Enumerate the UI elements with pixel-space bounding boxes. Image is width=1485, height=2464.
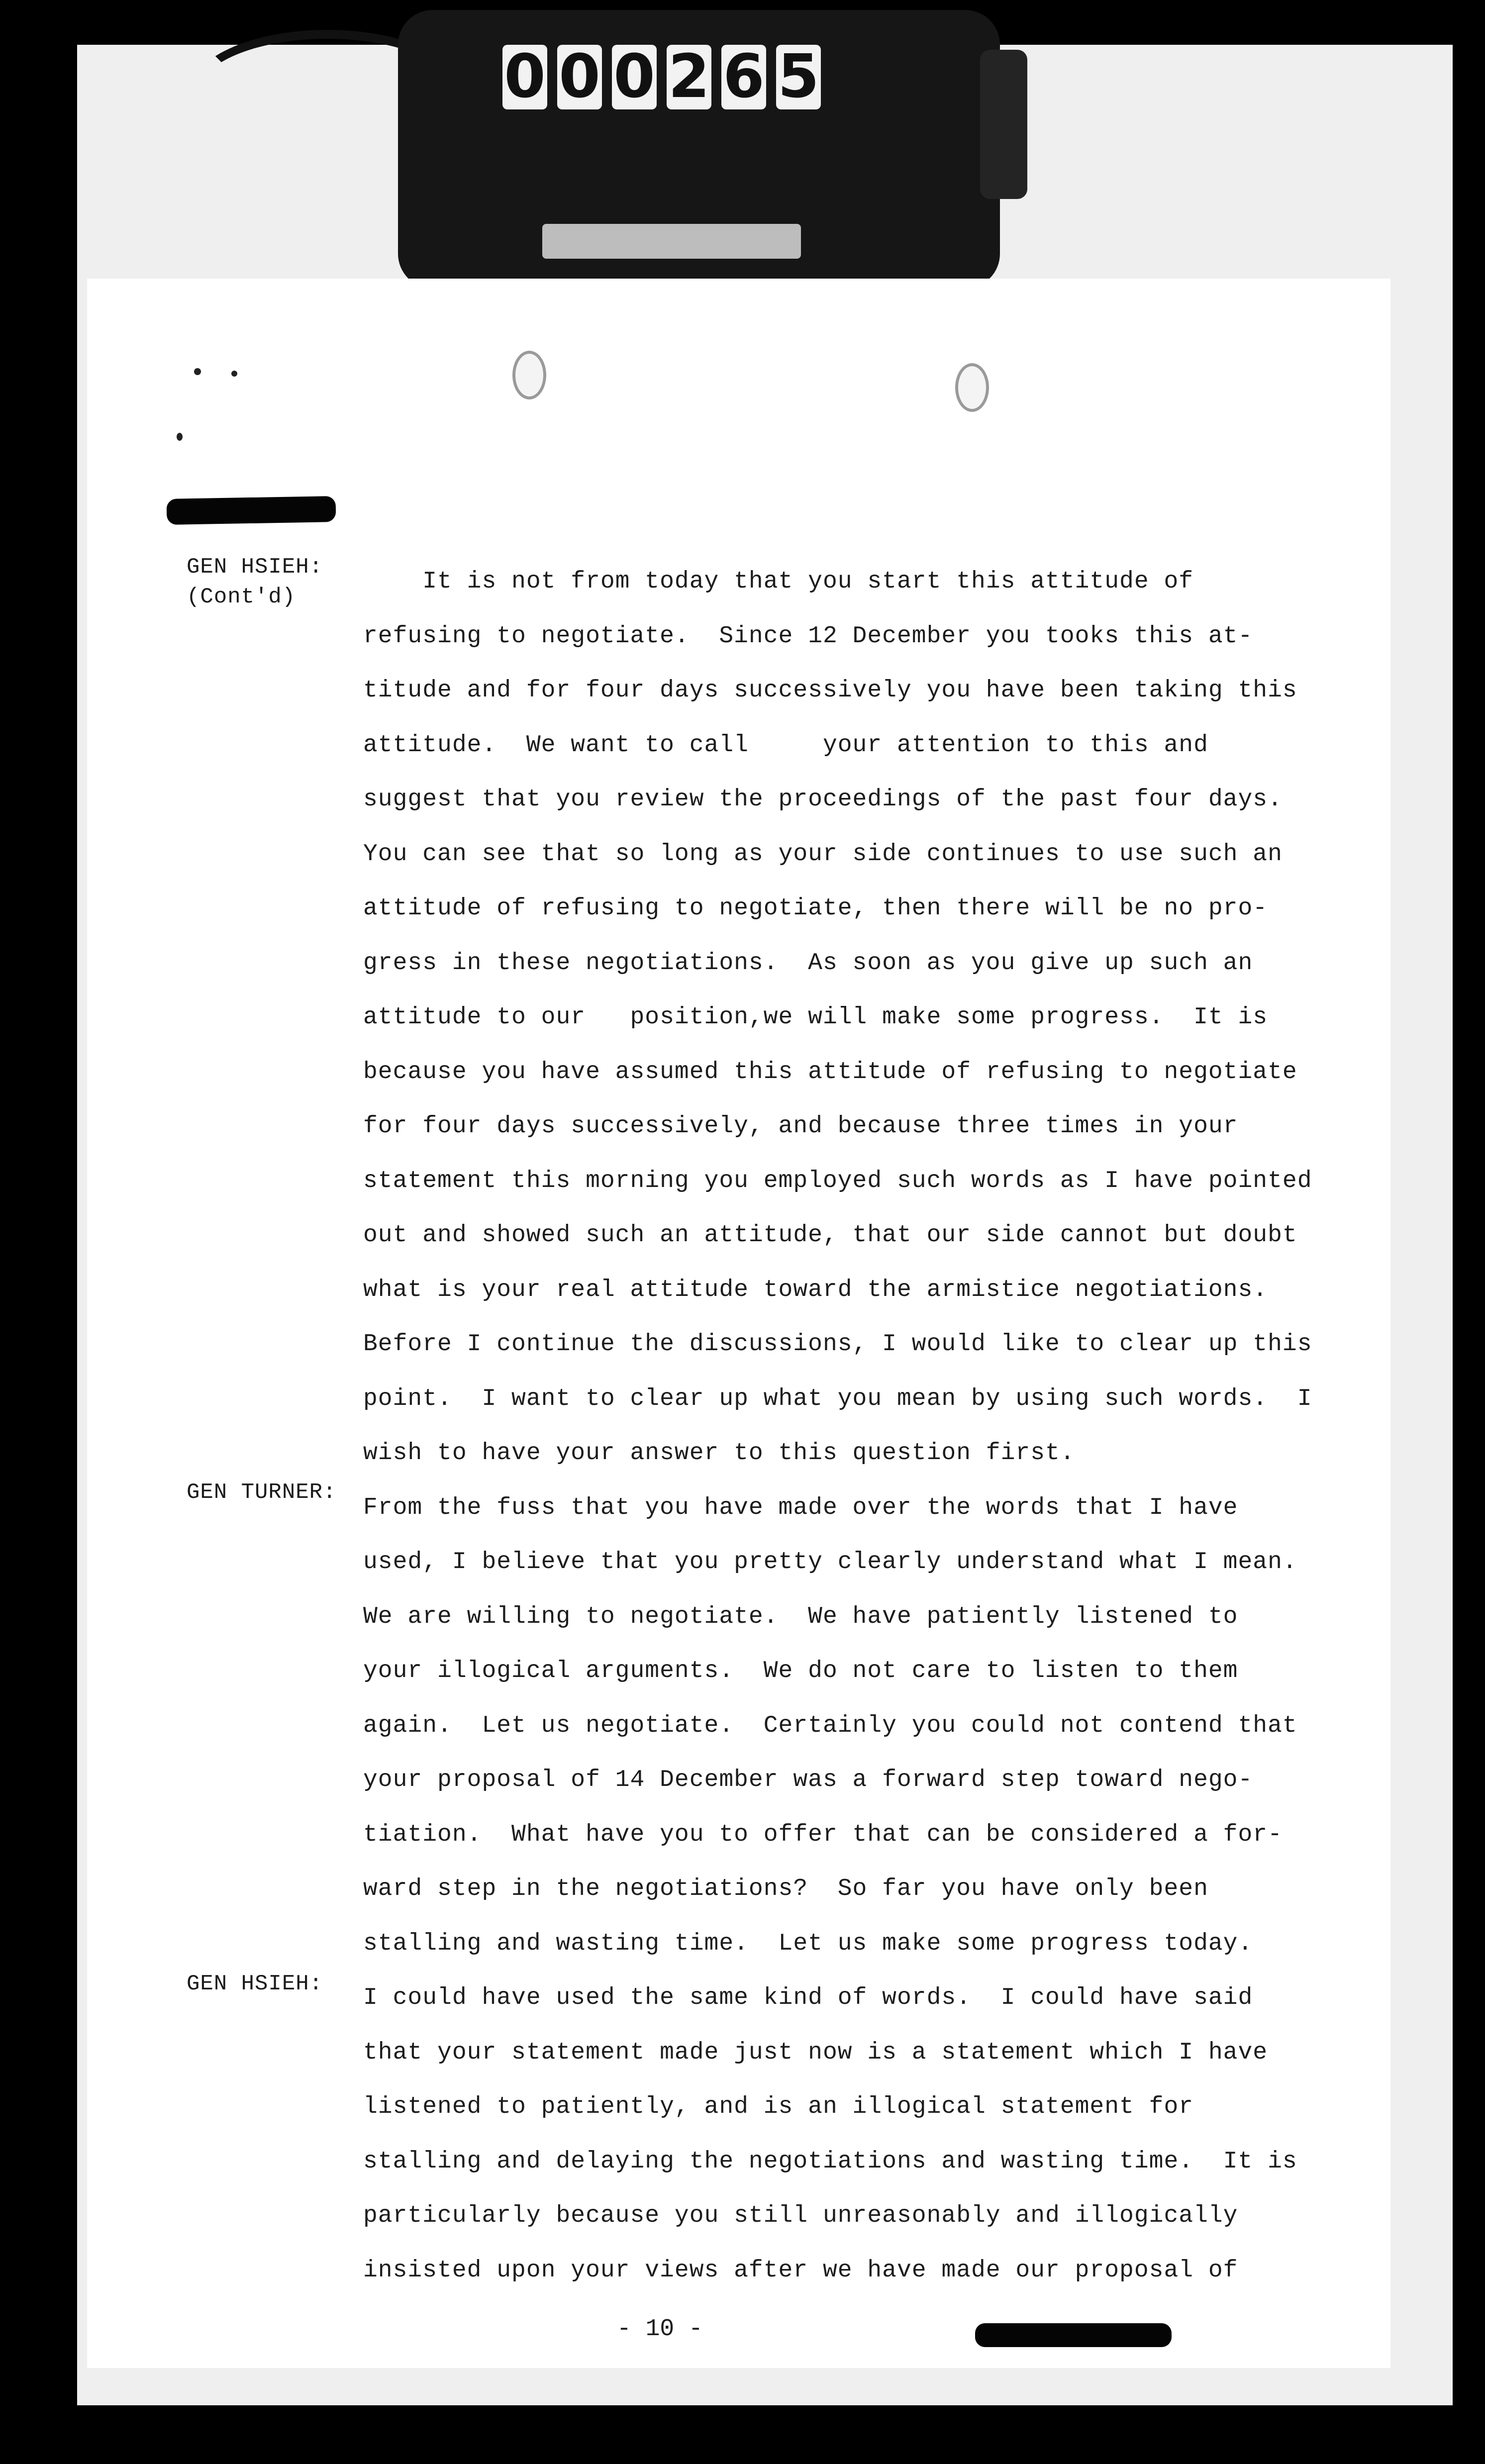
redaction-mark-footer xyxy=(975,2323,1172,2347)
counter-plate xyxy=(542,224,801,259)
transcript-body xyxy=(363,555,1363,2298)
text-line: stalling and delaying the negotiations and wasting time. It is xyxy=(363,2148,1297,2175)
counter-digit: 0 xyxy=(612,45,657,109)
text-line: attitude. We want to call your attention to this and xyxy=(363,731,1208,759)
text-line: suggest that you review the proceedings of the past four days. xyxy=(363,786,1283,813)
counter-digit: 5 xyxy=(776,45,821,109)
counter-digit: 0 xyxy=(557,45,602,109)
frame-counter xyxy=(398,10,1000,289)
text-line: tiation. What have you to offer that can be considered a for- xyxy=(363,1821,1283,1848)
text-line: statement this morning you employed such words as I have pointed xyxy=(363,1167,1312,1194)
speck xyxy=(194,368,201,375)
text-line: what is your real attitude toward the armistice negotiations. xyxy=(363,1276,1268,1303)
text-line: for four days successively, and because three times in your xyxy=(363,1113,1238,1140)
counter-knob xyxy=(980,50,1027,199)
text-line: listened to patiently, and is an illogical statement for xyxy=(363,2093,1194,2120)
text-line: used, I believe that you pretty clearly understand what I mean. xyxy=(363,1549,1297,1576)
counter-digit: 2 xyxy=(667,45,711,109)
text-line: point. I want to clear up what you mean by using such words. I xyxy=(363,1385,1312,1412)
text-line: stalling and wasting time. Let us make some progress today. xyxy=(363,1930,1253,1957)
punch-hole xyxy=(955,363,989,412)
text-line: We are willing to negotiate. We have patiently listened to xyxy=(363,1603,1238,1630)
text-line: gress in these negotiations. As soon as you give up such an xyxy=(363,949,1253,977)
text-line: refusing to negotiate. Since 12 December you tooks this at- xyxy=(363,622,1253,650)
text-line: out and showed such an attitude, that our side cannot but doubt xyxy=(363,1222,1297,1249)
text-line: I could have used the same kind of words. I could have said xyxy=(363,1984,1253,2011)
text-line: Before I continue the discussions, I would like to clear up this xyxy=(363,1331,1312,1358)
redaction-mark-top xyxy=(167,496,336,525)
text-line: attitude to our position,we will make some progress. It is xyxy=(363,1004,1268,1031)
text-line: that your statement made just now is a statement which I have xyxy=(363,2039,1268,2066)
counter-digit: 6 xyxy=(721,45,766,109)
text-line: your illogical arguments. We do not care to listen to them xyxy=(363,1658,1238,1684)
counter-digit: 0 xyxy=(502,45,547,109)
text-line: titude and for four days successively you have been taking this xyxy=(363,677,1297,704)
text-line: wish to have your answer to this question first. xyxy=(363,1440,1075,1467)
page-number: - 10 - xyxy=(617,2316,703,2343)
text-line: attitude of refusing to negotiate, then there will be no pro- xyxy=(363,895,1268,922)
speck xyxy=(177,433,183,441)
speaker-label: GEN TURNER: xyxy=(187,1480,337,1505)
speaker-label: GEN HSIEH: xyxy=(187,1971,323,1996)
text-line: ward step in the negotiations? So far you have only been xyxy=(363,1875,1208,1902)
speck xyxy=(231,371,237,377)
text-line: insisted upon your views after we have made our proposal of xyxy=(363,2257,1238,2284)
text-line: From the fuss that you have made over the words that I have xyxy=(363,1494,1238,1521)
punch-hole xyxy=(512,351,546,399)
text-line: because you have assumed this attitude of refusing to negotiate xyxy=(363,1058,1297,1085)
speaker-label: GEN HSIEH: (Cont'd) xyxy=(187,555,323,609)
frame-counter-digits xyxy=(502,42,821,114)
text-line: your proposal of 14 December was a forward step toward nego- xyxy=(363,1767,1253,1793)
text-line: You can see that so long as your side continues to use such an xyxy=(363,840,1283,868)
text-line: again. Let us negotiate. Certainly you could not contend that xyxy=(363,1712,1297,1739)
text-line: It is not from today that you start this attitude of xyxy=(363,568,1194,595)
text-line: particularly because you still unreasonably and illogically xyxy=(363,2202,1238,2229)
